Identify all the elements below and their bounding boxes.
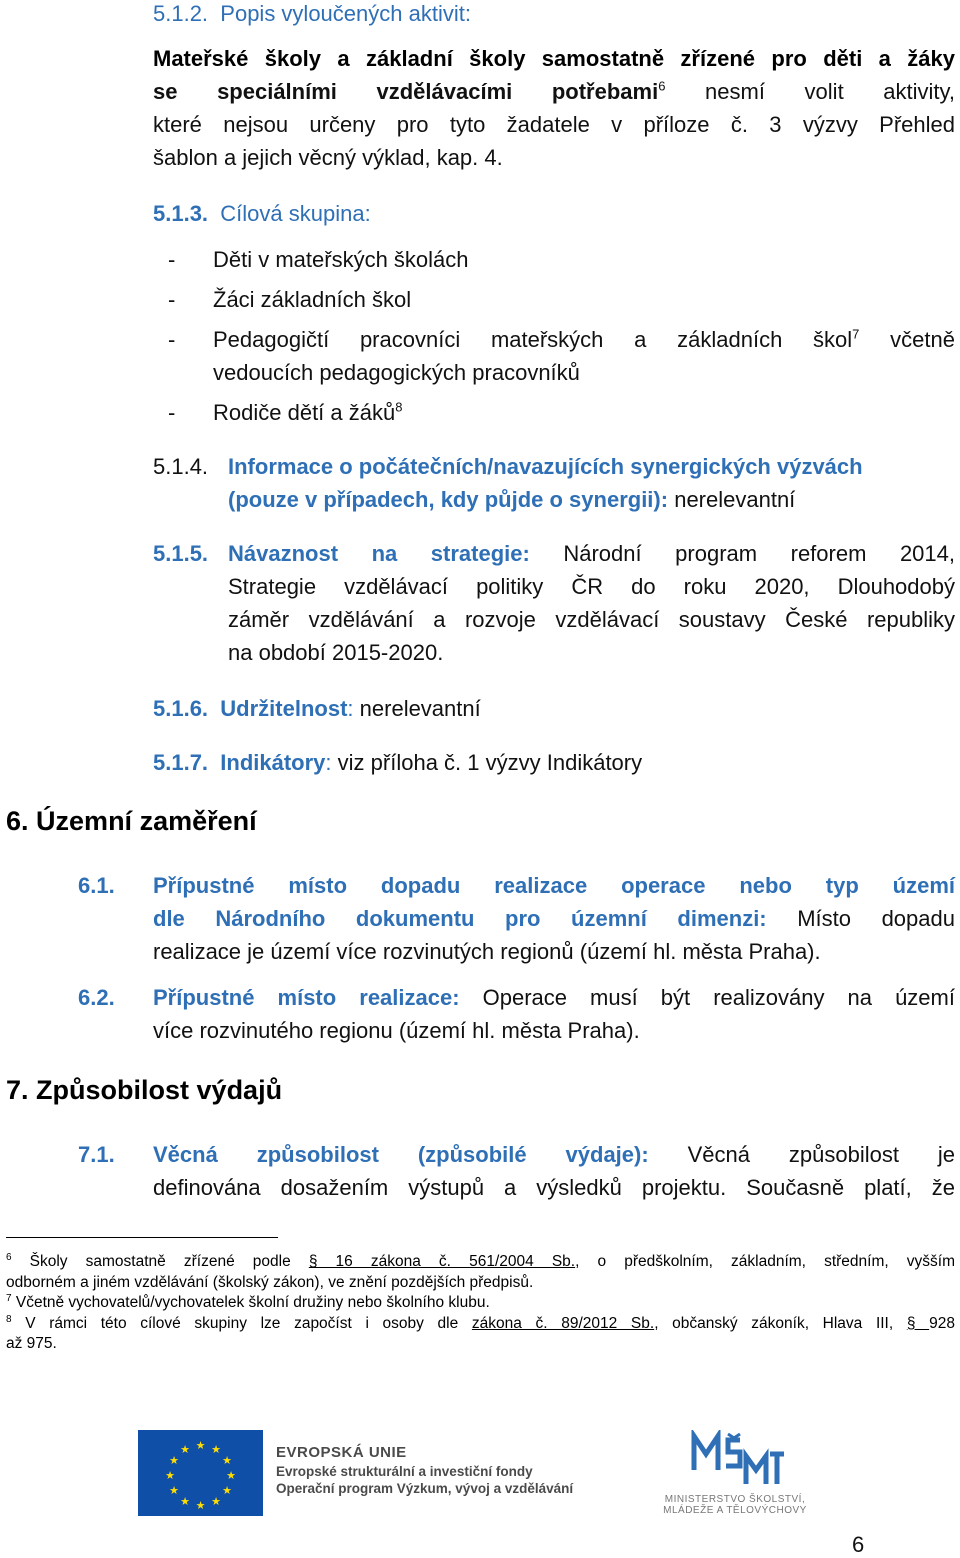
- para-line: záměr vzdělávání a rozvoje vzdělávací soustavy České republiky: [228, 607, 955, 632]
- msmt-logo-line: MLÁDEŽE A TĚLOVÝCHOVY: [663, 1505, 807, 1516]
- footnote-link[interactable]: §: [308, 1253, 336, 1270]
- section-title: Věcná způsobilost (způsobilé výdaje):: [153, 1142, 649, 1167]
- list-dash: -: [168, 400, 176, 425]
- footnote-number: 6: [6, 1251, 12, 1263]
- section-title: Informace o počátečních/navazujících synergických výzvách: [228, 454, 863, 479]
- svg-text:★: ★: [169, 1484, 179, 1497]
- section-title: Cílová skupina:: [220, 201, 371, 226]
- footnote-text: V rámci této cílové skupiny lze započíst i osoby dle: [25, 1314, 459, 1332]
- footnote-number: 7: [6, 1292, 12, 1304]
- section-title: Popis vyloučených aktivit:: [220, 1, 471, 26]
- eu-logo-line: EVROPSKÁ UNIE: [276, 1444, 407, 1461]
- list-item-text: Děti v mateřských školách: [213, 247, 469, 272]
- paragraph-eligibility: [153, 1138, 955, 1204]
- section-number: 6.1.: [78, 873, 115, 898]
- footnote-ref: 8: [395, 399, 403, 415]
- para-line: Strategie vzdělávací politiky ČR do roku 2020, Dlouhodobý: [228, 574, 955, 599]
- para-text: Věcná způsobilost je: [687, 1142, 955, 1167]
- eu-logo-line: Operační program Výzkum, vývoj a vzdělávání: [276, 1481, 574, 1496]
- para-line: šablon a jejich věcný výklad, kap. 4.: [153, 145, 503, 170]
- footnote-link[interactable]: §: [906, 1314, 930, 1332]
- para-line: realizace je území více rozvinutých regionů (území hl. města Praha).: [153, 939, 821, 964]
- list-text: včetně: [890, 327, 955, 352]
- list-dash: -: [168, 287, 176, 312]
- chapter-title: Způsobilost výdajů: [36, 1075, 283, 1105]
- paragraph-strategies: [228, 537, 955, 669]
- para-line: Mateřské školy a základní školy samostatně zřízené pro děti a žáky: [153, 46, 955, 71]
- list-item-text: [213, 323, 955, 389]
- footnote-7: [6, 1293, 955, 1314]
- chapter-heading-6: [6, 806, 257, 837]
- msmt-mark-icon: [688, 1430, 784, 1490]
- footnote-separator: [6, 1237, 278, 1238]
- footnote-ref: 7: [852, 326, 860, 342]
- msmt-logo-line: MINISTERSTVO ŠKOLSTVÍ,: [664, 1494, 806, 1505]
- section-number: 6.2.: [78, 985, 115, 1010]
- paragraph-synergy: [228, 450, 955, 516]
- heading-5-1-7: [153, 746, 642, 779]
- list-item: [168, 243, 175, 276]
- footnote-text: až 975.: [6, 1335, 57, 1352]
- paragraph-realization-place: [153, 981, 955, 1047]
- list-item: [168, 396, 175, 429]
- footnote-number: 8: [6, 1313, 12, 1325]
- section-title: Přípustné místo realizace:: [153, 985, 460, 1010]
- list-dash: -: [168, 327, 176, 352]
- footnote-text: , o předškolním, základním, středním, vyšším: [575, 1253, 955, 1270]
- section-number: 5.1.6.: [153, 696, 209, 721]
- section-value: nerelevantní: [674, 487, 796, 512]
- heading-5-1-3: [153, 197, 371, 230]
- section-title: Návaznost na strategie:: [228, 541, 530, 566]
- chapter-number: 6.: [6, 806, 29, 836]
- heading-5-1-2: [153, 0, 471, 30]
- para-line: více rozvinutého regionu (území hl. města Praha).: [153, 1018, 640, 1043]
- section-value: viz příloha č. 1 výzvy Indikátory: [337, 750, 643, 775]
- svg-text:★: ★: [169, 1454, 179, 1467]
- msmt-logo-text: [650, 1494, 820, 1516]
- footnote-text: 928: [929, 1314, 955, 1332]
- footnote-text: , občanský zákoník, Hlava III,: [654, 1314, 894, 1332]
- footnote-text: Školy samostatně zřízené podle: [29, 1253, 291, 1270]
- para-text: nesmí volit aktivity,: [705, 79, 955, 104]
- section-title: dle Národního dokumentu pro územní dimenzi:: [153, 906, 767, 931]
- para-line: definována dosažením výstupů a výsledků projektu. Současně platí, že: [153, 1175, 955, 1200]
- section-title: Přípustné místo dopadu realizace operace nebo typ území: [153, 873, 955, 898]
- footnote-link[interactable]: zákona č. 89/2012 Sb.: [471, 1314, 655, 1332]
- section-number: 5.1.3.: [153, 201, 209, 226]
- heading-5-1-6: [153, 692, 481, 725]
- svg-text:★: ★: [222, 1484, 232, 1497]
- list-item-text: Žáci základních škol: [213, 287, 412, 312]
- footnotes: [6, 1252, 955, 1355]
- list-text: Pedagogičtí pracovníci mateřských a základních škol: [213, 327, 853, 352]
- para-text: Národní program reforem 2014,: [563, 541, 955, 566]
- section-number: 7.1.: [78, 1142, 115, 1167]
- section-title: Udržitelnost: [220, 696, 348, 721]
- eu-logo-line: Evropské strukturální a investiční fondy: [276, 1464, 533, 1479]
- svg-text:★: ★: [222, 1454, 232, 1467]
- svg-text:★: ★: [165, 1469, 175, 1482]
- msmt-logo: [688, 1430, 784, 1490]
- para-bold: se speciálními vzdělávacími potřebami: [153, 79, 659, 104]
- para-line: které nejsou určeny pro tyto žadatele v příloze č. 3 výzvy Přehled: [153, 112, 955, 137]
- eu-logo-text: [276, 1444, 573, 1496]
- list-item-text: [213, 396, 402, 429]
- svg-text:★: ★: [195, 1499, 206, 1512]
- svg-text:★: ★: [195, 1439, 206, 1452]
- chapter-heading-7: [6, 1075, 282, 1106]
- svg-text:★: ★: [211, 1443, 221, 1456]
- eu-stars-icon: [138, 1430, 263, 1516]
- footnote-ref: 6: [658, 78, 666, 94]
- page-number: 6: [852, 1532, 865, 1557]
- footnote-link[interactable]: 16 zákona č. 561/2004 Sb.: [335, 1253, 576, 1270]
- list-item: [168, 323, 175, 356]
- footnote-8: [6, 1314, 955, 1335]
- svg-text:★: ★: [180, 1495, 190, 1508]
- paragraph-impact-place: [153, 869, 955, 968]
- section-number: 5.1.4.: [153, 454, 209, 479]
- para-text: Místo dopadu: [797, 906, 955, 931]
- chapter-number: 7.: [6, 1075, 29, 1105]
- section-number: 5.1.5.: [153, 541, 209, 566]
- colon: :: [347, 696, 354, 721]
- chapter-title: Územní zaměření: [36, 806, 257, 836]
- footnote-6: [6, 1252, 955, 1273]
- colon: :: [325, 750, 332, 775]
- section-title: (pouze v případech, kdy půjde o synergii):: [228, 487, 669, 512]
- para-text: Operace musí být realizovány na území: [482, 985, 955, 1010]
- section-number: 5.1.2.: [153, 1, 209, 26]
- list-text: Rodiče dětí a žáků: [213, 400, 396, 425]
- svg-text:★: ★: [226, 1469, 236, 1482]
- footnote-text: Včetně vychovatelů/vychovatelek školní družiny nebo školního klubu.: [15, 1294, 490, 1311]
- section-number: 5.1.7.: [153, 750, 209, 775]
- section-value: nerelevantní: [359, 696, 481, 721]
- paragraph-excluded-activities: [153, 42, 955, 174]
- para-line: na období 2015-2020.: [228, 640, 444, 665]
- svg-text:★: ★: [211, 1495, 221, 1508]
- footnote-text: odborném a jiném vzdělávání (školský zákon), ve znění pozdějších předpisů.: [6, 1273, 534, 1291]
- section-title: Indikátory: [220, 750, 326, 775]
- list-item: [168, 283, 175, 316]
- svg-text:★: ★: [180, 1443, 190, 1456]
- list-text: vedoucích pedagogických pracovníků: [213, 360, 580, 385]
- list-dash: -: [168, 247, 176, 272]
- eu-flag-logo: [138, 1430, 263, 1516]
